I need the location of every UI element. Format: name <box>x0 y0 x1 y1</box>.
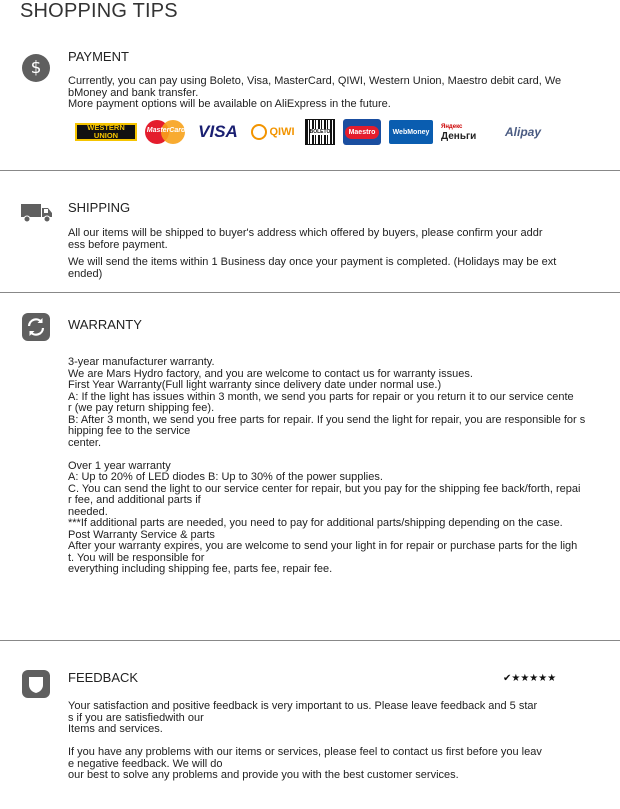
webmoney-logo: WebMoney <box>389 120 433 144</box>
yandex-money-logo: Яндекс Деньги <box>441 124 477 142</box>
visa-logo: VISA <box>198 122 238 141</box>
payment-logos <box>75 118 553 146</box>
payment-text: Currently, you can pay using Boleto, Visa, MasterCard, QIWI, Western Union, Maestro debit card, We bMoney and bank transfer. More payment options will be available on AliExpress in the future. <box>68 75 562 110</box>
qiwi-logo: QIWI <box>249 120 297 144</box>
truck-icon <box>20 200 54 224</box>
feedback-title: FEEDBACK <box>68 670 139 685</box>
western-union-logo: WESTERN UNION <box>75 123 137 141</box>
alipay-logo: Alipay <box>504 125 541 139</box>
shipping-text-2: We will send the items within 1 Business day once your payment is completed. (Holidays may be ext ended) <box>68 256 557 280</box>
feedback-text-2: If you have any problems with our items or services, please feel to contact us first before you leav e negative feedback. We will do our best to solve any problems and provide you with the best customer services. <box>68 746 542 781</box>
payment-title: PAYMENT <box>68 49 129 64</box>
divider <box>0 640 620 641</box>
boleto-logo: BOLETO <box>305 119 335 145</box>
warranty-text: 3-year manufacturer warranty. We are Mars Hydro factory, and you are welcome to contact us for warranty issues. First Year Warranty(Full light warranty since delivery date under normal use.) A: If the light has issues within 3 month, we send you parts for repair or you return it to our service cente r (we pay return shipping fee). B: After 3 month, we send you free parts for repair. If you send the light for repair, you are responsible for s hipping fee to the service center. Over 1 year warranty A: Up to 20% of LED diodes B: Up to 30% of the power supplies. C. You can send the light to our service center for repair, but you pay for the shipping fee back/forth, repai r fee, and additional parts if needed. ***If additional parts are needed, you need to pay for additional parts/shipping depending on the case. Post Warranty Service & parts After your warranty expires, you are welcome to send your light in for repair or purchase parts for the ligh t. You will be responsible for everything including shipping fee, parts fee, repair fee. <box>68 356 586 575</box>
warranty-title: WARRANTY <box>68 317 142 332</box>
mastercard-logo: MasterCard <box>145 119 187 145</box>
truck-icon <box>20 200 54 224</box>
page-title: SHOPPING TIPS <box>20 0 178 22</box>
shipping-text-1: All our items will be shipped to buyer's address which offered by buyers, please confirm your addr ess before payment. <box>68 227 543 251</box>
divider <box>0 292 620 293</box>
maestro-logo: Maestro <box>343 119 381 145</box>
dollar-icon: $ <box>22 54 50 82</box>
shield-icon <box>22 670 50 698</box>
feedback-text-1: Your satisfaction and positive feedback is very important to us. Please leave feedback and 5 star s if you are satisfiedwith our Items and services. <box>68 700 538 735</box>
rating-stars: ✔★★★★★ <box>503 673 557 684</box>
shipping-title: SHIPPING <box>68 200 131 215</box>
refresh-icon <box>22 313 50 341</box>
divider <box>0 170 620 171</box>
